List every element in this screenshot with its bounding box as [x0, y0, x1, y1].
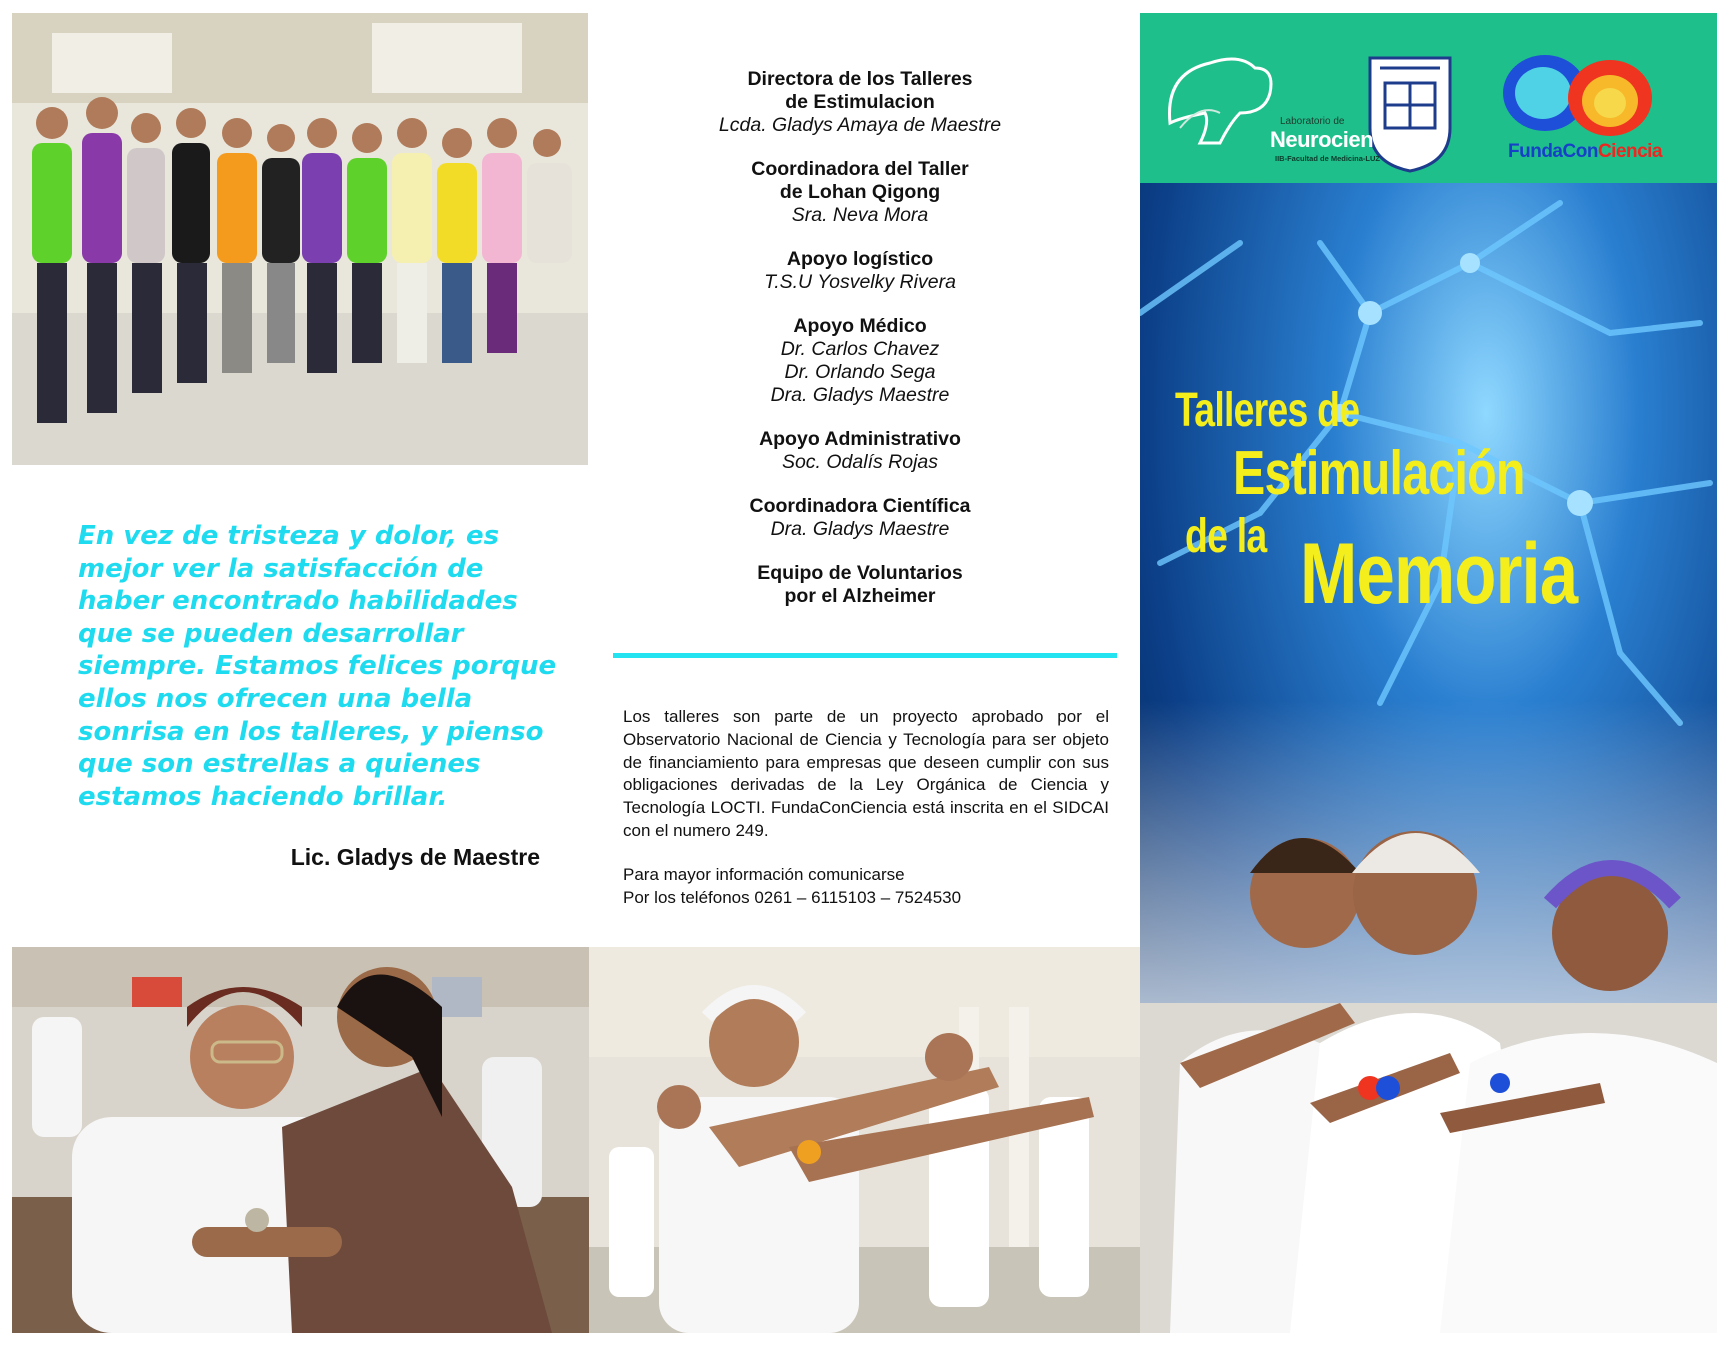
credit-role: Coordinadora del Taller de Lohan Qigong — [751, 158, 969, 203]
title-line-3: de la — [1185, 510, 1267, 563]
group-dance-photo — [12, 13, 588, 465]
credit-role: Apoyo logístico — [786, 248, 934, 270]
qigong-class-photo — [589, 947, 1140, 1333]
lab-subtitle: IIB-Facultad de Medicina-LUZ — [1275, 154, 1381, 163]
credit-name: Dra. Gladys Maestre — [770, 384, 950, 406]
contact-line: Para mayor información comunicarse — [623, 865, 905, 884]
project-info-paragraph: Los talleres son parte de un proyecto aprobado por el Observatorio Nacional de Ciencia y Tecnología para ser objeto de financiamiento para empresas que deseen cumplir con sus obligaciones derivadas de la Ley Orgánica de Ciencia y Tecnología LOCTI. FundaConCiencia está inscrita en el SIDCAI con el numero 249. — [623, 707, 1109, 840]
credit-block — [610, 248, 1110, 294]
credit-role: Coordinadora Científica — [749, 495, 971, 517]
contact-info — [623, 864, 1109, 910]
credit-role: Equipo de Voluntarios por el Alzheimer — [757, 562, 963, 607]
cover-panel — [1140, 13, 1717, 1333]
credits-list — [610, 68, 1110, 629]
credit-block — [610, 68, 1110, 137]
wordmark-part-1: FundaCon — [1508, 141, 1598, 162]
credit-name: Dr. Carlos Chavez — [780, 338, 940, 360]
credit-block — [610, 428, 1110, 474]
credit-name: Lcda. Gladys Amaya de Maestre — [718, 114, 1002, 136]
title-line-1: Talleres de — [1175, 384, 1360, 437]
credit-role: Apoyo Médico — [793, 315, 927, 337]
fundaconciencia-logo-icon — [1503, 55, 1652, 136]
section-divider — [613, 653, 1117, 658]
credit-name: Dra. Gladys Maestre — [770, 518, 950, 540]
logo-band — [1140, 13, 1717, 183]
wordmark-part-2: Ciencia — [1597, 141, 1663, 162]
credit-name: Dr. Orlando Sega — [784, 361, 936, 383]
testimonial-quote: En vez de tristeza y dolor, es mejor ver la satisfacción de haber encontrado habilidades que se pueden desarrollar siempre. Estamos felices porque ellos nos ofrecen una bella sonrisa en los talleres, y pienso que son estrellas a quienes estamos haciendo brillar. — [78, 521, 557, 812]
credit-name: Soc. Odalís Rojas — [781, 451, 939, 473]
neuron-background-image — [1140, 183, 1717, 1333]
credit-block — [610, 562, 1110, 608]
title-line-4: Memoria — [1300, 526, 1578, 622]
credit-name: T.S.U Yosvelky Rivera — [764, 271, 956, 293]
credit-role: Directora de los Talleres de Estimulacion — [747, 68, 973, 113]
university-crest-icon — [1370, 58, 1450, 171]
credit-block — [610, 495, 1110, 541]
fundaconciencia-wordmark — [1508, 141, 1662, 163]
credit-name: Sra. Neva Mora — [791, 204, 929, 226]
title-line-2: Estimulación — [1233, 439, 1525, 508]
credit-role: Apoyo Administrativo — [759, 428, 961, 450]
neurociencias-logo-icon — [1170, 59, 1272, 143]
lab-name-label: Neurociencias — [1270, 127, 1414, 152]
credit-block — [610, 158, 1110, 227]
contact-phones: Por los teléfonos 0261 – 6115103 – 7524530 — [623, 887, 962, 907]
lab-small-label: Laboratorio de — [1280, 116, 1345, 127]
quote-author: Lic. Gladys de Maestre — [290, 844, 540, 870]
wheelchair-embrace-photo — [12, 947, 589, 1333]
credit-block — [610, 315, 1110, 407]
